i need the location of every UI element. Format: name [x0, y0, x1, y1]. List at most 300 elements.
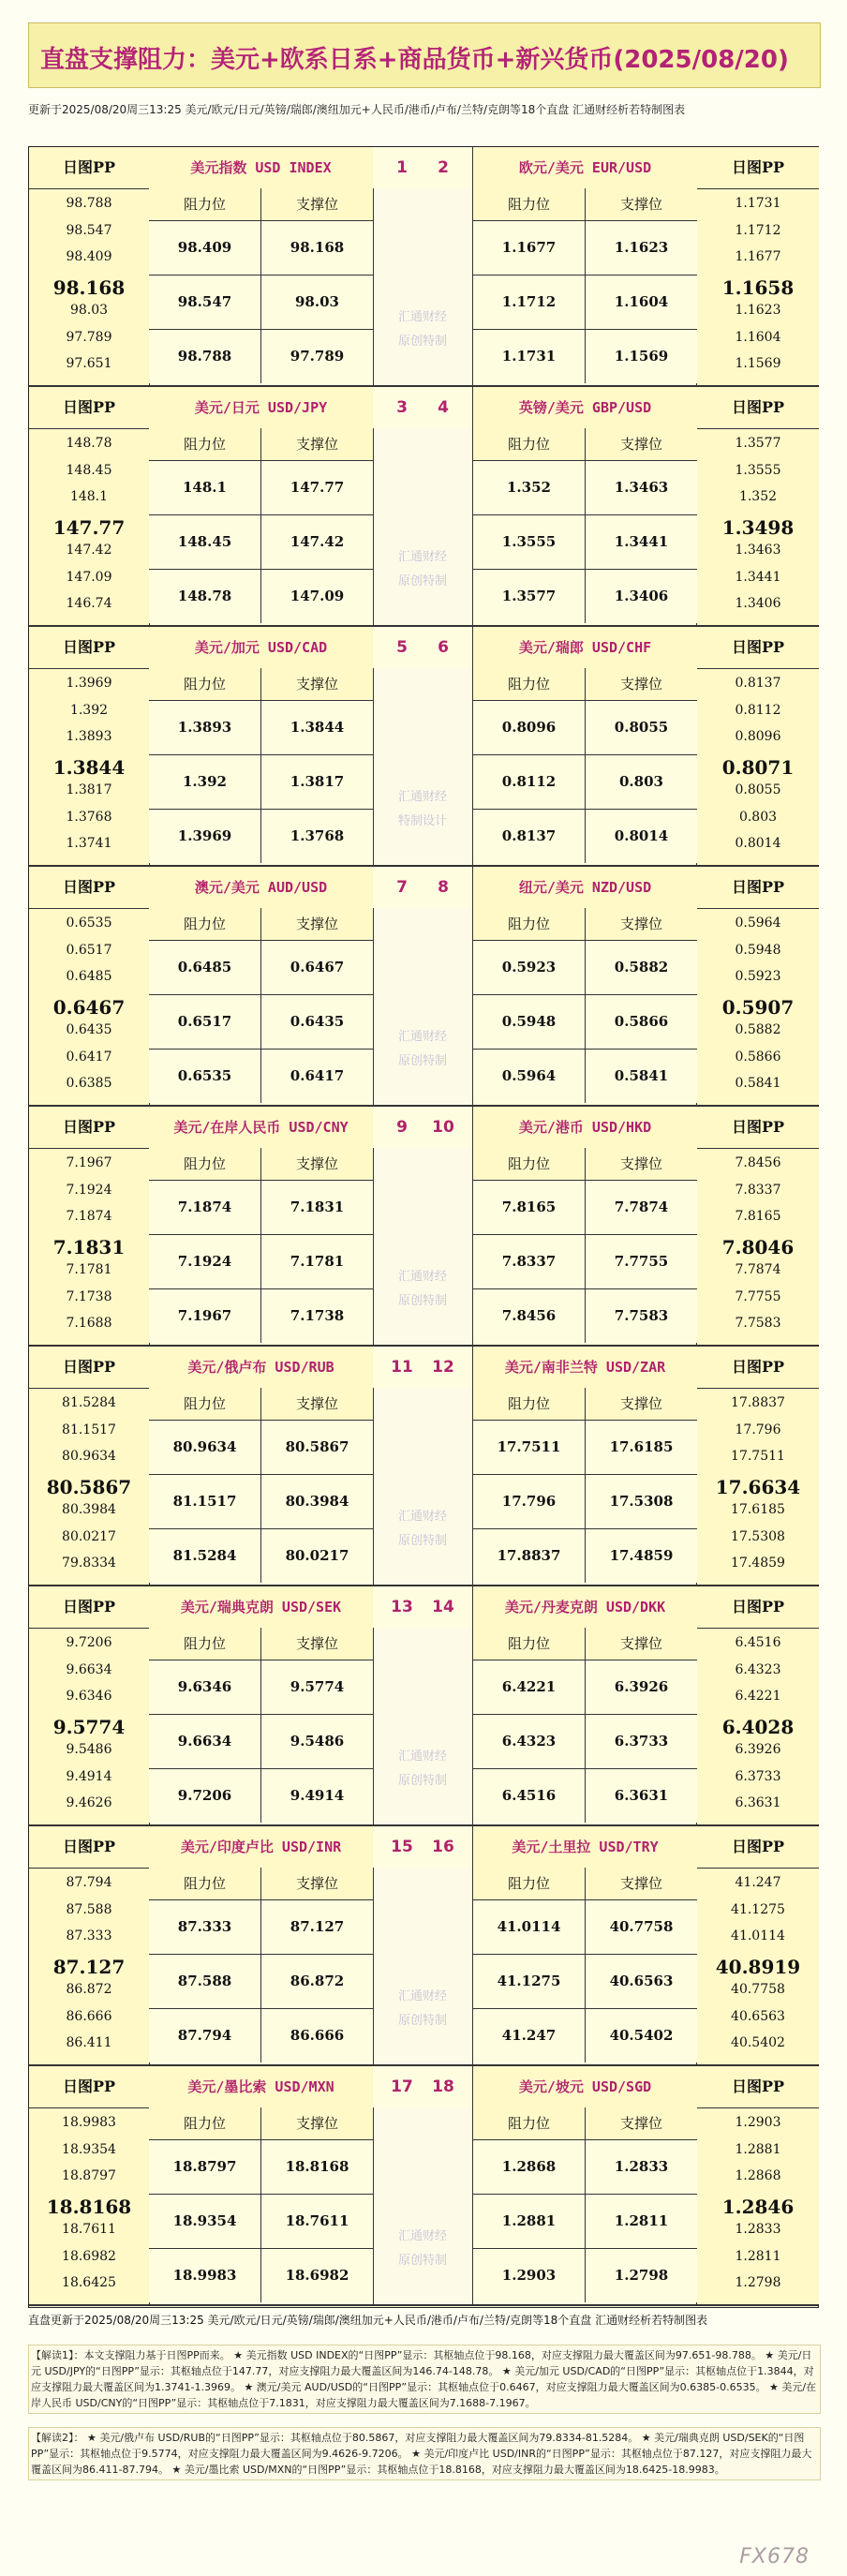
- row-divider: [473, 329, 697, 330]
- right-pp-column: [696, 627, 819, 865]
- resistance-value: 81.1517: [149, 1475, 261, 1528]
- pp-value: 1.392: [69, 702, 109, 718]
- pivot-value: 40.8919: [715, 1955, 801, 1978]
- support-value: 147.77: [261, 461, 373, 514]
- pp-header: 日图PP: [29, 1826, 149, 1869]
- pp-header: 日图PP: [29, 1586, 149, 1629]
- left-pair-name: 美元指数 USD INDEX: [149, 147, 374, 189]
- pp-value: 7.1967: [66, 1155, 112, 1170]
- pivot-value: 0.8071: [721, 755, 795, 779]
- resistance-value: 9.6346: [149, 1660, 261, 1714]
- pp-value: 9.6346: [66, 1689, 112, 1704]
- resistance-value: 1.392: [149, 755, 261, 809]
- right-levels-table: [472, 908, 697, 1105]
- watermark-text: 汇通财经: [397, 2229, 447, 2243]
- pp-value: 0.803: [738, 809, 778, 825]
- resistance-value: 1.1731: [473, 330, 586, 383]
- pp-value: 41.1275: [731, 1901, 785, 1917]
- update-text: 更新于2025/08/20周三13:25 美元/欧元/日元/英镑/瑞郎/澳纽加元+人民币/港币/卢布/兰特/克朗等18个直盘 汇通财经析若特制图表: [28, 103, 686, 116]
- resistance-value: 81.5284: [149, 1529, 261, 1583]
- support-header: 支撑位: [586, 668, 697, 701]
- pp-value: 7.1924: [66, 1182, 112, 1198]
- resistance-value: 7.8337: [473, 1235, 586, 1288]
- resistance-value: 87.794: [149, 2009, 261, 2062]
- block-number: 10: [432, 1118, 454, 1137]
- pp-value: 148.78: [66, 436, 112, 451]
- pp-value: 148.1: [69, 489, 109, 504]
- resistance-header: 阻力位: [149, 668, 261, 701]
- resistance-value: 18.8797: [149, 2140, 261, 2194]
- support-value: 7.1781: [261, 1235, 373, 1288]
- pp-value: 87.333: [66, 1928, 112, 1943]
- left-pp-column: [29, 1347, 150, 1585]
- row-divider: [149, 1714, 373, 1715]
- pivot-table: [28, 146, 819, 2308]
- resistance-value: 1.2903: [473, 2249, 586, 2302]
- left-pp-column: [29, 2066, 150, 2304]
- pp-value: 9.6634: [66, 1661, 112, 1677]
- pivot-value: 98.168: [52, 275, 126, 299]
- pp-value: 0.5841: [735, 1076, 781, 1091]
- right-pair-name: 美元/港币 USD/HKD: [472, 1107, 697, 1149]
- row-divider: [473, 1768, 697, 1769]
- block-numbers: [373, 1347, 472, 1388]
- support-value: 17.4859: [586, 1529, 697, 1583]
- pp-header: 日图PP: [29, 1107, 149, 1149]
- resistance-value: 148.1: [149, 461, 261, 514]
- resistance-value: 98.788: [149, 330, 261, 383]
- right-pair-name: 美元/瑞郎 USD/CHF: [472, 627, 697, 669]
- left-levels-table: [149, 188, 374, 385]
- support-value: 17.5308: [586, 1475, 697, 1528]
- watermark-text: 汇通财经: [397, 310, 447, 324]
- support-value: 1.3817: [261, 755, 373, 809]
- pivot-value: 1.3844: [52, 755, 126, 779]
- pp-header: 日图PP: [29, 387, 149, 429]
- middle-column: [374, 908, 471, 1105]
- right-pair-name: 英镑/美元 GBP/USD: [472, 387, 697, 429]
- pp-value: 17.6185: [731, 1502, 785, 1517]
- pp-value: 1.1677: [735, 249, 781, 264]
- middle-column: [374, 188, 471, 385]
- support-value: 97.789: [261, 330, 373, 383]
- support-value: 18.6982: [261, 2249, 373, 2302]
- pp-value: 1.1712: [735, 222, 781, 238]
- block-number: 17: [391, 2077, 413, 2096]
- support-header: 支撑位: [586, 1628, 697, 1660]
- pp-value: 1.1569: [735, 356, 781, 371]
- support-header: 支撑位: [261, 1628, 373, 1660]
- left-pp-column: [29, 387, 150, 625]
- pp-value: 18.6425: [62, 2275, 116, 2290]
- block-number: 2: [438, 158, 449, 177]
- left-pp-column: [29, 1586, 150, 1824]
- support-value: 1.2798: [586, 2249, 697, 2302]
- block-numbers: [373, 387, 472, 428]
- resistance-header: 阻力位: [149, 1868, 261, 1900]
- support-value: 6.3926: [586, 1660, 697, 1714]
- pp-value: 0.6385: [66, 1076, 112, 1091]
- row-divider: [149, 754, 373, 755]
- resistance-value: 1.352: [473, 461, 586, 514]
- resistance-value: 41.1275: [473, 1955, 586, 2008]
- pp-value: 81.5284: [62, 1395, 116, 1410]
- pp-value: 7.7874: [735, 1262, 781, 1277]
- pair-block: [29, 627, 818, 867]
- row-divider: [473, 1714, 697, 1715]
- right-levels-table: [472, 668, 697, 865]
- pp-value: 40.5402: [731, 2035, 785, 2050]
- resistance-value: 7.1874: [149, 1181, 261, 1234]
- support-value: 1.2833: [586, 2140, 697, 2194]
- footer-update-text: 直盘更新于2025/08/20周三13:25 美元/欧元/日元/英镑/瑞郎/澳纽加元+人民币/港币/卢布/兰特/克朗等18个直盘 汇通财经析若特制图表: [28, 2314, 708, 2327]
- pp-header: 日图PP: [697, 2066, 819, 2108]
- pp-value: 7.1688: [66, 1316, 112, 1331]
- pp-header: 日图PP: [697, 627, 819, 669]
- middle-column: [374, 1148, 471, 1345]
- row-divider: [149, 1474, 373, 1475]
- right-pp-column: [696, 867, 819, 1105]
- resistance-header: 阻力位: [473, 1148, 586, 1181]
- support-value: 7.1831: [261, 1181, 373, 1234]
- support-value: 0.6435: [261, 995, 373, 1049]
- resistance-header: 阻力位: [473, 2107, 586, 2140]
- block-numbers: [373, 1107, 472, 1148]
- row-divider: [473, 994, 697, 995]
- block-number: 12: [432, 1358, 454, 1377]
- left-levels-table: [149, 908, 374, 1105]
- resistance-value: 1.2881: [473, 2195, 586, 2248]
- pp-value: 1.2868: [735, 2168, 781, 2183]
- left-pp-column: [29, 1107, 150, 1345]
- left-pair-name: 美元/印度卢比 USD/INR: [149, 1826, 374, 1869]
- pp-value: 146.74: [66, 596, 112, 611]
- resistance-value: 7.1967: [149, 1289, 261, 1343]
- support-value: 1.3768: [261, 810, 373, 863]
- watermark-text: 原创特制: [397, 1294, 447, 1308]
- resistance-value: 18.9983: [149, 2249, 261, 2302]
- title-banner: [28, 22, 821, 88]
- middle-column: [374, 1628, 471, 1824]
- pp-value: 86.872: [66, 1982, 112, 1997]
- right-pair-name: 美元/丹麦克朗 USD/DKK: [472, 1586, 697, 1629]
- middle-column: [374, 668, 471, 865]
- right-levels-table: [472, 188, 697, 385]
- pp-value: 0.6417: [66, 1049, 112, 1065]
- support-value: 0.5841: [586, 1050, 697, 1103]
- pp-value: 1.3817: [66, 782, 112, 797]
- block-number: 1: [396, 158, 408, 177]
- right-pp-column: [696, 1347, 819, 1585]
- resistance-header: 阻力位: [473, 908, 586, 941]
- resistance-header: 阻力位: [473, 668, 586, 701]
- left-pair-name: 美元/在岸人民币 USD/CNY: [149, 1107, 374, 1149]
- pp-value: 148.45: [66, 462, 112, 478]
- resistance-value: 9.6634: [149, 1715, 261, 1768]
- pp-value: 7.8456: [735, 1155, 781, 1170]
- pp-value: 0.8137: [735, 676, 781, 691]
- resistance-header: 阻力位: [473, 1388, 586, 1421]
- pp-value: 98.788: [66, 196, 112, 211]
- pp-value: 98.03: [69, 303, 109, 318]
- resistance-header: 阻力位: [473, 188, 586, 221]
- middle-column: [374, 428, 471, 625]
- pp-value: 98.547: [66, 222, 112, 238]
- pivot-value: 1.3498: [721, 515, 795, 539]
- support-value: 147.09: [261, 570, 373, 623]
- pp-value: 18.8797: [62, 2168, 116, 2183]
- pp-value: 7.8165: [735, 1209, 781, 1224]
- pivot-value: 9.5774: [52, 1715, 126, 1738]
- pp-value: 1.1604: [735, 329, 781, 345]
- support-value: 1.1604: [586, 275, 697, 329]
- block-number: 18: [432, 2077, 454, 2096]
- support-value: 1.3463: [586, 461, 697, 514]
- pp-value: 6.4516: [735, 1635, 781, 1650]
- right-pair-name: 纽元/美元 NZD/USD: [472, 867, 697, 909]
- pp-header: 日图PP: [697, 1826, 819, 1869]
- resistance-value: 87.333: [149, 1900, 261, 1954]
- support-value: 1.2811: [586, 2195, 697, 2248]
- block-number: 13: [391, 1598, 413, 1616]
- support-value: 9.5486: [261, 1715, 373, 1768]
- pivot-value: 147.77: [52, 515, 126, 539]
- right-pp-column: [696, 2066, 819, 2304]
- block-numbers: [373, 867, 472, 908]
- support-value: 17.6185: [586, 1421, 697, 1474]
- pivot-value: 6.4028: [721, 1715, 795, 1738]
- block-number: 3: [396, 398, 408, 417]
- support-value: 18.7611: [261, 2195, 373, 2248]
- watermark-text: 原创特制: [397, 1054, 447, 1068]
- pp-value: 1.2903: [735, 2115, 781, 2130]
- support-value: 1.3441: [586, 515, 697, 569]
- row-divider: [149, 1049, 373, 1050]
- resistance-value: 0.5964: [473, 1050, 586, 1103]
- pp-header: 日图PP: [29, 627, 149, 669]
- right-levels-table: [472, 1388, 697, 1585]
- right-levels-table: [472, 1148, 697, 1345]
- support-value: 98.03: [261, 275, 373, 329]
- resistance-value: 80.9634: [149, 1421, 261, 1474]
- row-divider: [473, 2008, 697, 2009]
- pp-value: 9.4914: [66, 1768, 112, 1784]
- pp-value: 1.2833: [735, 2222, 781, 2237]
- pair-block: [29, 1826, 818, 2066]
- left-pair-name: 美元/加元 USD/CAD: [149, 627, 374, 669]
- pp-value: 0.8096: [735, 729, 781, 744]
- pp-value: 0.6435: [66, 1022, 112, 1037]
- right-pp-column: [696, 1826, 819, 2064]
- pair-block: [29, 387, 818, 627]
- resistance-value: 0.6517: [149, 995, 261, 1049]
- resistance-value: 41.247: [473, 2009, 586, 2062]
- left-levels-table: [149, 1868, 374, 2064]
- pp-value: 18.6982: [62, 2248, 116, 2264]
- right-levels-table: [472, 428, 697, 625]
- support-value: 147.42: [261, 515, 373, 569]
- resistance-value: 0.6485: [149, 941, 261, 994]
- row-divider: [149, 1528, 373, 1529]
- block-number: 7: [396, 878, 408, 897]
- support-header: 支撑位: [586, 1148, 697, 1181]
- resistance-value: 87.588: [149, 1955, 261, 2008]
- left-levels-table: [149, 1388, 374, 1585]
- resistance-value: 1.3555: [473, 515, 586, 569]
- resistance-value: 6.4221: [473, 1660, 586, 1714]
- pp-value: 1.3577: [735, 436, 781, 451]
- block-number: 5: [396, 638, 408, 657]
- middle-column: [374, 2107, 471, 2304]
- pp-value: 86.666: [66, 2008, 112, 2024]
- pp-value: 0.8055: [735, 782, 781, 797]
- pp-value: 0.5964: [735, 916, 781, 931]
- resistance-value: 17.796: [473, 1475, 586, 1528]
- pp-value: 1.352: [738, 489, 778, 504]
- support-value: 0.803: [586, 755, 697, 809]
- pp-value: 80.0217: [62, 1528, 116, 1544]
- left-levels-table: [149, 668, 374, 865]
- support-header: 支撑位: [586, 1388, 697, 1421]
- pp-value: 17.796: [735, 1422, 781, 1437]
- pp-value: 1.3555: [735, 462, 781, 478]
- fx678-logo: FX678: [739, 2545, 810, 2569]
- pp-value: 0.8014: [735, 836, 781, 851]
- resistance-header: 阻力位: [473, 1868, 586, 1900]
- left-levels-table: [149, 2107, 374, 2304]
- right-levels-table: [472, 1628, 697, 1824]
- right-pair-name: 美元/土里拉 USD/TRY: [472, 1826, 697, 1869]
- resistance-value: 18.9354: [149, 2195, 261, 2248]
- row-divider: [473, 1049, 697, 1050]
- row-divider: [473, 1954, 697, 1955]
- left-pp-column: [29, 627, 150, 865]
- support-value: 98.168: [261, 221, 373, 275]
- pp-header: 日图PP: [697, 387, 819, 429]
- pivot-value: 80.5867: [46, 1475, 132, 1498]
- resistance-header: 阻力位: [149, 188, 261, 221]
- right-levels-table: [472, 2107, 697, 2304]
- pp-value: 1.1731: [735, 196, 781, 211]
- page-title: 直盘支撑阻力：美元+欧系日系+商品货币+新兴货币(2025/08/20): [40, 46, 789, 74]
- left-pair-name: 澳元/美元 AUD/USD: [149, 867, 374, 909]
- support-value: 6.3631: [586, 1769, 697, 1823]
- right-pp-column: [696, 147, 819, 385]
- left-pair-name: 美元/日元 USD/JPY: [149, 387, 374, 429]
- support-value: 40.6563: [586, 1955, 697, 2008]
- resistance-value: 1.3577: [473, 570, 586, 623]
- block-numbers: [373, 147, 472, 188]
- pp-value: 40.6563: [731, 2008, 785, 2024]
- support-value: 1.1623: [586, 221, 697, 275]
- resistance-value: 17.8837: [473, 1529, 586, 1583]
- pp-value: 6.3631: [735, 1795, 781, 1810]
- support-header: 支撑位: [261, 188, 373, 221]
- pivot-value: 1.2846: [721, 2195, 795, 2218]
- pp-value: 17.4859: [731, 1556, 785, 1571]
- pp-value: 1.3741: [66, 836, 112, 851]
- watermark-text: 特制设计: [397, 814, 447, 828]
- support-header: 支撑位: [261, 668, 373, 701]
- resistance-value: 1.1712: [473, 275, 586, 329]
- row-divider: [473, 1288, 697, 1289]
- block-numbers: [373, 627, 472, 668]
- watermark-text: 原创特制: [397, 2254, 447, 2268]
- watermark-text: 汇通财经: [397, 790, 447, 804]
- row-divider: [473, 1234, 697, 1235]
- block-number: 6: [438, 638, 449, 657]
- support-header: 支撑位: [261, 428, 373, 461]
- support-value: 80.5867: [261, 1421, 373, 1474]
- pair-block: [29, 1107, 818, 1347]
- left-levels-table: [149, 1628, 374, 1824]
- support-value: 87.127: [261, 1900, 373, 1954]
- row-divider: [149, 809, 373, 810]
- resistance-value: 148.45: [149, 515, 261, 569]
- pp-header: 日图PP: [697, 1586, 819, 1629]
- block-number: 4: [438, 398, 449, 417]
- watermark-text: 汇通财经: [397, 1270, 447, 1284]
- pp-value: 6.4221: [735, 1689, 781, 1704]
- row-divider: [149, 2008, 373, 2009]
- resistance-value: 0.8096: [473, 701, 586, 754]
- support-header: 支撑位: [586, 188, 697, 221]
- resistance-value: 9.7206: [149, 1769, 261, 1823]
- support-header: 支撑位: [261, 2107, 373, 2140]
- pp-value: 18.7611: [62, 2222, 116, 2237]
- pp-value: 40.7758: [731, 1982, 785, 1997]
- support-value: 7.1738: [261, 1289, 373, 1343]
- pp-value: 80.3984: [62, 1502, 116, 1517]
- support-value: 40.5402: [586, 2009, 697, 2062]
- block-number: 11: [391, 1358, 413, 1377]
- pp-value: 0.6535: [66, 916, 112, 931]
- pp-value: 1.3406: [735, 596, 781, 611]
- row-divider: [149, 2248, 373, 2249]
- block-number: 16: [432, 1838, 454, 1856]
- left-pp-column: [29, 1826, 150, 2064]
- row-divider: [149, 329, 373, 330]
- support-value: 40.7758: [586, 1900, 697, 1954]
- pp-value: 97.651: [66, 356, 112, 371]
- support-value: 18.8168: [261, 2140, 373, 2194]
- pair-block: [29, 2066, 818, 2306]
- pp-value: 97.789: [66, 329, 112, 345]
- pp-value: 1.2798: [735, 2275, 781, 2290]
- pp-value: 87.588: [66, 1901, 112, 1917]
- row-divider: [473, 2194, 697, 2195]
- watermark-text: 原创特制: [397, 1534, 447, 1548]
- row-divider: [473, 809, 697, 810]
- pair-block: [29, 867, 818, 1107]
- left-pp-column: [29, 867, 150, 1105]
- resistance-value: 1.3969: [149, 810, 261, 863]
- pivot-value: 7.8046: [721, 1235, 795, 1258]
- watermark-text: 原创特制: [397, 574, 447, 588]
- pp-value: 147.09: [66, 569, 112, 585]
- right-pp-column: [696, 1107, 819, 1345]
- pp-value: 7.1781: [66, 1262, 112, 1277]
- pp-value: 41.247: [735, 1875, 781, 1890]
- row-divider: [473, 1474, 697, 1475]
- pivot-value: 17.6634: [715, 1475, 801, 1498]
- row-divider: [473, 2248, 697, 2249]
- left-pair-name: 美元/瑞典克朗 USD/SEK: [149, 1586, 374, 1629]
- resistance-header: 阻力位: [149, 1628, 261, 1660]
- resistance-value: 41.0114: [473, 1900, 586, 1954]
- pp-header: 日图PP: [29, 147, 149, 189]
- pp-value: 147.42: [66, 543, 112, 558]
